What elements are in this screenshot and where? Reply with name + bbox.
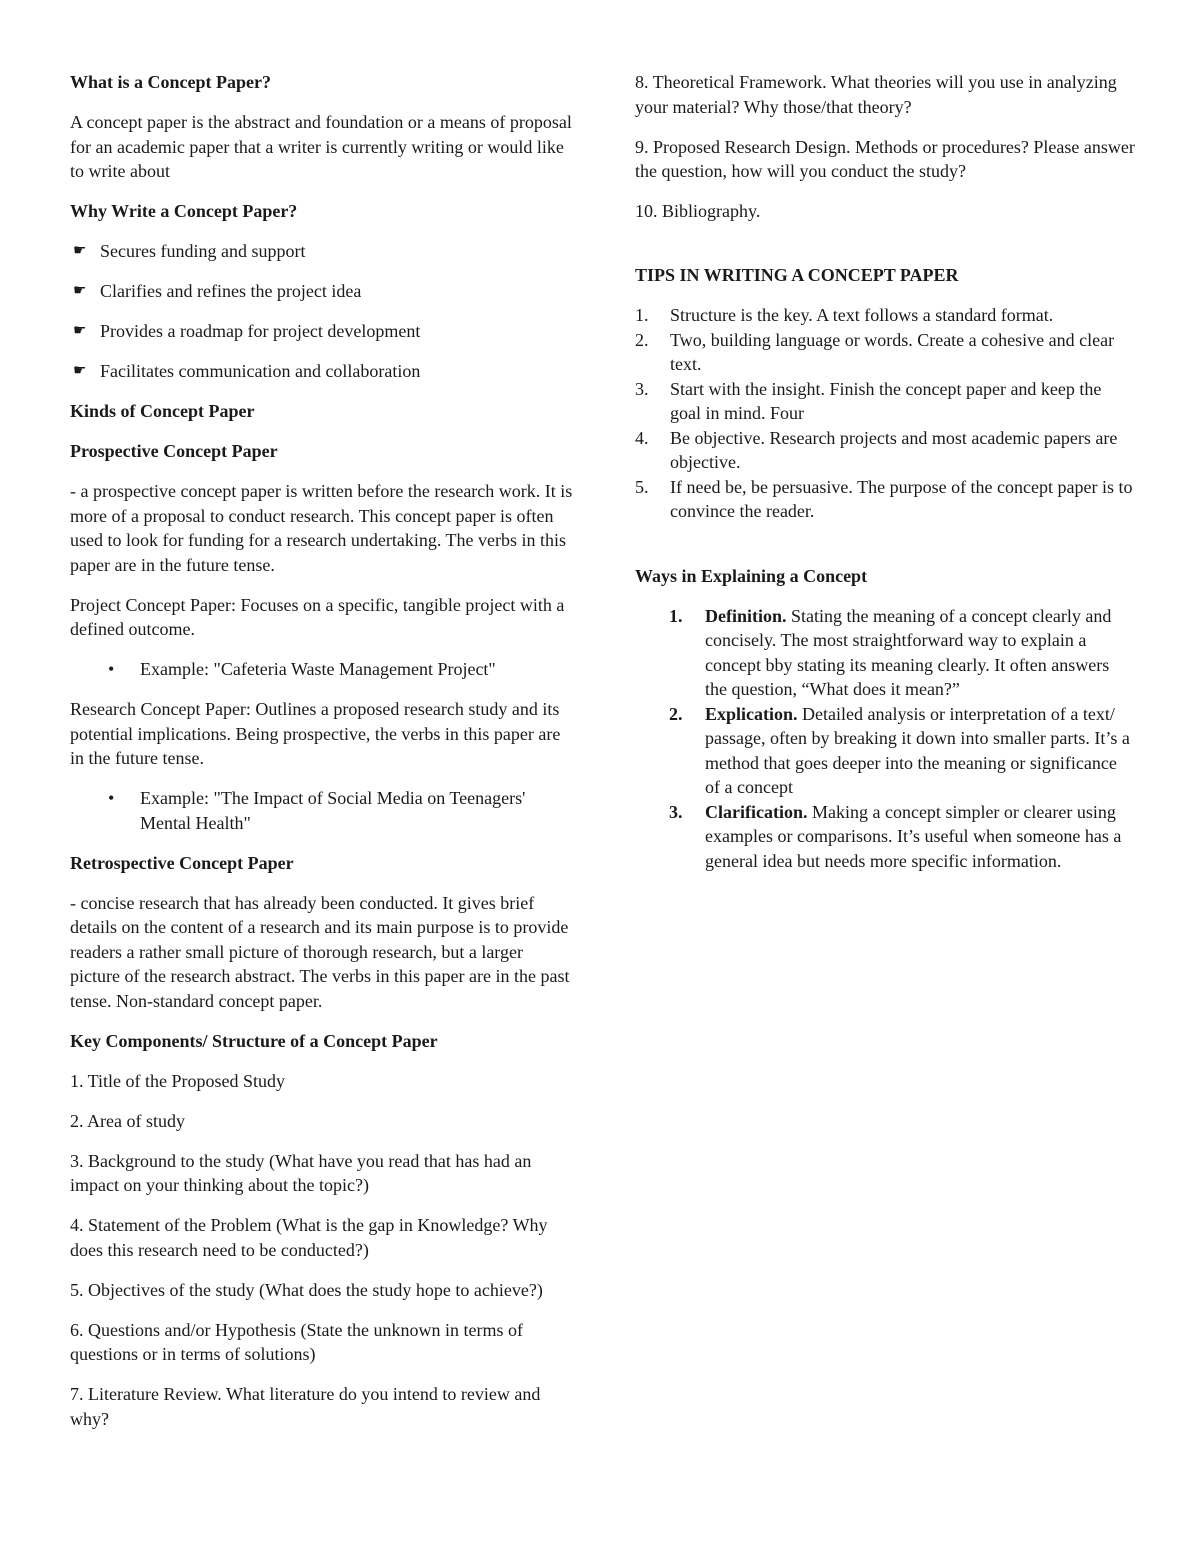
kinds-heading: Kinds of Concept Paper xyxy=(70,401,255,421)
ways-term: Clarification. xyxy=(705,801,808,822)
list-item: 5. If need be, be persuasive. The purpose of the concept paper is to convince the reader. xyxy=(635,476,1133,521)
pointing-hand-bullet-icon: ☛ xyxy=(73,283,87,299)
retrospective-body: - concise research that has already been conducted. It gives brief details on the content of a research and its main purpose is to provide readers a rather small picture of thorough research, but a larger picture of the research abstract. The verbs in this paper are in the past tense. Non-standard concept paper. xyxy=(70,892,570,1011)
list-item: 2. Two, building language or words. Create a cohesive and clear text. xyxy=(635,329,1115,374)
project-example: • Example: "Cafeteria Waste Management Project" xyxy=(70,657,575,682)
why-heading: Why Write a Concept Paper? xyxy=(70,201,298,221)
list-item: 1. Structure is the key. A text follows a standard format. xyxy=(635,305,1054,325)
prospective-body: - a prospective concept paper is written before the research work. It is more of a proposal to conduct research. This concept paper is often used to look for funding for a research undertaking. The verbs in this paper are in the future tense. xyxy=(70,481,573,575)
why-list xyxy=(70,239,575,384)
list-item: ☛ Clarifies and refines the project idea xyxy=(70,279,575,304)
prospective-heading: Prospective Concept Paper xyxy=(70,441,278,461)
component-item: 7. Literature Review. What literature do you intend to review and why? xyxy=(70,1384,541,1429)
ways-term: Definition. xyxy=(705,605,787,626)
list-item: ☛ Secures funding and support xyxy=(70,239,575,264)
left-column xyxy=(70,70,575,1447)
list-item: 1. Definition. Stating the meaning of a concept clearly and concisely. The most straightforward way to explain a concept bby stating its meaning clearly. It often answers the question, “What does it mean?” xyxy=(669,605,1112,699)
component-item: 1. Title of the Proposed Study xyxy=(70,1070,286,1091)
tips-list xyxy=(635,303,1135,524)
component-item: 8. Theoretical Framework. What theories will you use in analyzing your material? Why those/that theory? xyxy=(635,72,1117,117)
list-item: 4. Be objective. Research projects and most academic papers are objective. xyxy=(635,427,1118,472)
components-heading: Key Components/ Structure of a Concept Paper xyxy=(70,1030,438,1051)
bullet-dot-icon: • xyxy=(108,659,115,679)
list-item: 2. Explication. Detailed analysis or interpretation of a text/ passage, often by breaking it down into smaller parts. It’s a method that goes deeper into the meaning or significance of a concept xyxy=(669,703,1130,797)
list-item: 3. Clarification. Making a concept simpler or clearer using examples or comparisons. It’s useful when someone has a general idea but needs more specific information. xyxy=(669,801,1122,871)
project-concept-paper: Project Concept Paper: Focuses on a specific, tangible project with a defined outcome. xyxy=(70,594,565,639)
what-heading: What is a Concept Paper? xyxy=(70,72,271,92)
list-item: ☛ Facilitates communication and collaboration xyxy=(70,359,575,384)
ways-list xyxy=(635,604,1135,874)
ways-term: Explication. xyxy=(705,703,798,724)
tips-heading: TIPS IN WRITING A CONCEPT PAPER xyxy=(635,265,959,285)
research-concept-paper: Research Concept Paper: Outlines a proposed research study and its potential implications. Being prospective, the verbs in this paper are in the future tense. xyxy=(70,699,561,768)
component-item: 10. Bibliography. xyxy=(635,201,761,221)
component-item: 9. Proposed Research Design. Methods or procedures? Please answer the question, how will you conduct the study? xyxy=(635,136,1135,181)
component-item: 5. Objectives of the study (What does the study hope to achieve?) xyxy=(70,1279,543,1300)
list-item: 3. Start with the insight. Finish the concept paper and keep the goal in mind. Four xyxy=(635,378,1102,423)
component-item: 3. Background to the study (What have you read that has had an impact on your thinking about the topic?) xyxy=(70,1150,532,1195)
pointing-hand-bullet-icon: ☛ xyxy=(73,323,87,339)
research-example: • Example: "The Impact of Social Media on Teenagers' Mental Health" xyxy=(108,788,526,833)
right-column xyxy=(635,70,1135,873)
ways-heading: Ways in Explaining a Concept xyxy=(635,565,868,586)
component-item: 4. Statement of the Problem (What is the gap in Knowledge? Why does this research need to be conducted?) xyxy=(70,1215,548,1260)
component-item: 2. Area of study xyxy=(70,1110,185,1131)
component-item: 6. Questions and/or Hypothesis (State the unknown in terms of questions or in terms of solutions) xyxy=(70,1319,523,1364)
what-body: A concept paper is the abstract and foundation or a means of proposal for an academic paper that a writer is currently writing or would like to write about xyxy=(70,112,572,181)
pointing-hand-bullet-icon: ☛ xyxy=(73,243,87,259)
list-item: ☛ Provides a roadmap for project development xyxy=(70,319,575,344)
pointing-hand-bullet-icon: ☛ xyxy=(73,363,87,379)
bullet-dot-icon: • xyxy=(108,788,115,808)
retrospective-heading: Retrospective Concept Paper xyxy=(70,852,294,873)
